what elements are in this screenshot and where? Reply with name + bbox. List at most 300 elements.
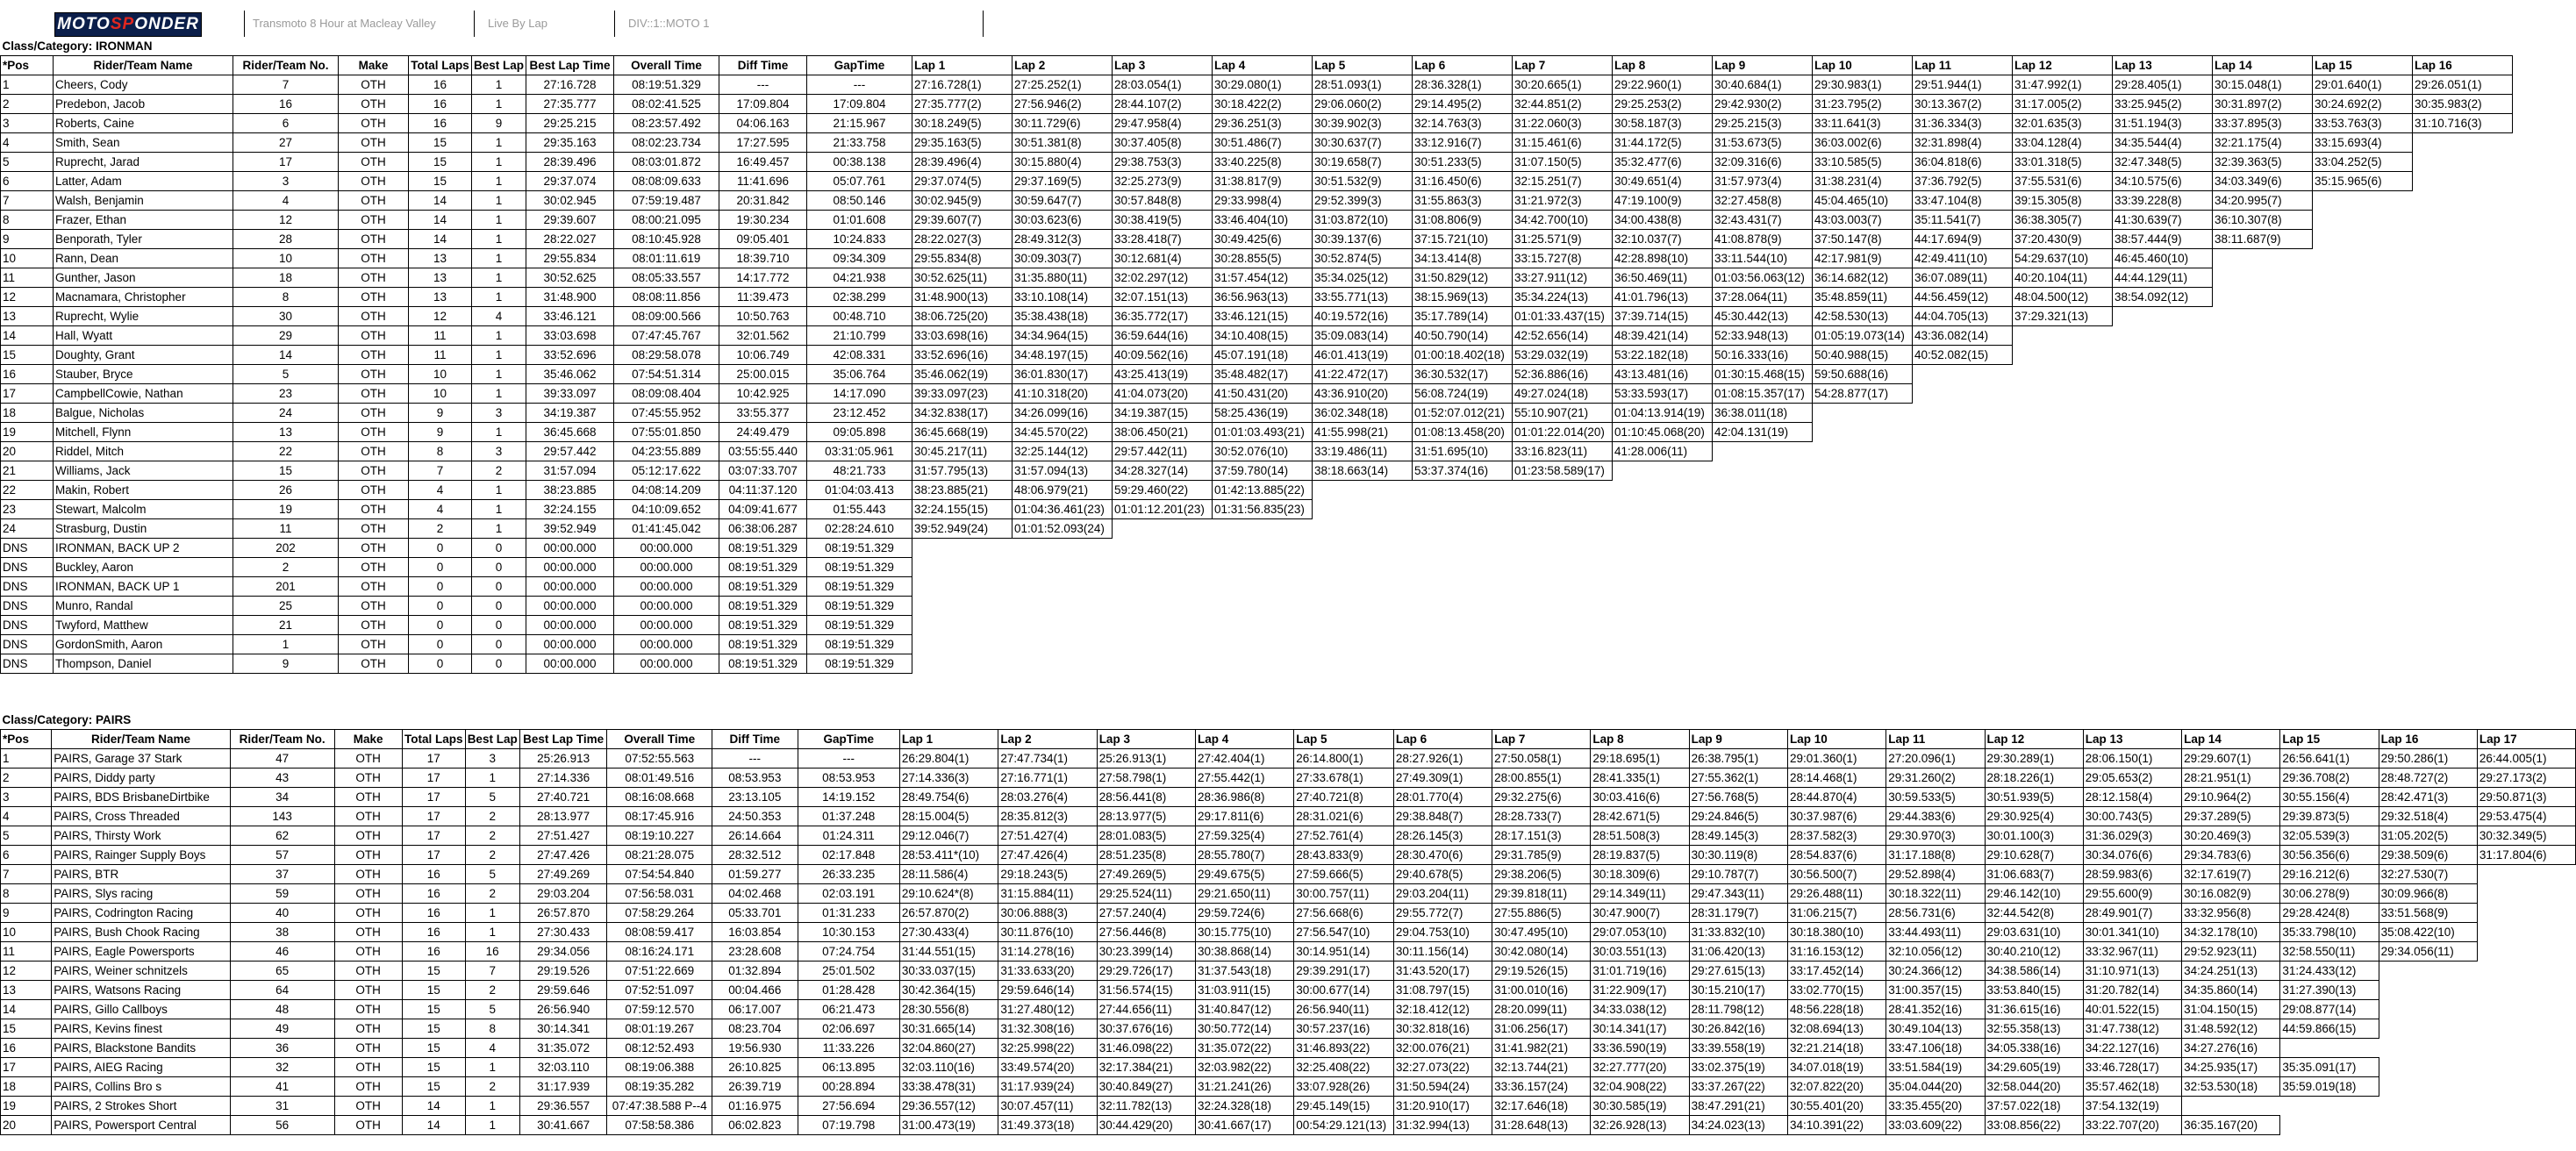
empty-cell bbox=[2013, 558, 2113, 577]
cell-total-laps: 0 bbox=[409, 616, 472, 635]
lap-time-cell: 29:25.253(2) bbox=[1613, 95, 1713, 114]
cell-best-lap-time: 35:46.062 bbox=[526, 365, 614, 384]
lap-time-cell: 33:04.128(4) bbox=[2013, 133, 2113, 153]
cell-total-laps: 15 bbox=[402, 1058, 465, 1077]
cell-gap-time: 35:06.764 bbox=[807, 365, 912, 384]
lap-time-cell: 33:02.375(19) bbox=[1689, 1058, 1787, 1077]
empty-cell bbox=[1913, 481, 2013, 500]
cell-best-lap-time: 27:47.426 bbox=[519, 846, 607, 865]
lap-time-cell: 38:06.725(20) bbox=[912, 307, 1013, 326]
division-label: DIV::1::MOTO 1 bbox=[628, 17, 710, 30]
lap-time-cell: 01:01:22.014(20) bbox=[1513, 423, 1613, 442]
lap-time-cell: 53:22.182(18) bbox=[1613, 346, 1713, 365]
lap-time-cell: 01:31:56.835(23) bbox=[1213, 500, 1313, 519]
empty-cell bbox=[1313, 519, 1413, 539]
cell-diff-time: 08:19:51.329 bbox=[719, 597, 807, 616]
lap-time-cell: 30:37.405(8) bbox=[1113, 133, 1213, 153]
empty-cell bbox=[2477, 1077, 2575, 1097]
lap-time-cell: 33:37.895(3) bbox=[2213, 114, 2313, 133]
lap-time-cell: 01:52:07.012(21) bbox=[1413, 404, 1513, 423]
empty-cell bbox=[1913, 384, 2013, 404]
cell-name: Stauber, Bryce bbox=[54, 365, 233, 384]
cell-name: IRONMAN, BACK UP 2 bbox=[54, 539, 233, 558]
cell-total-laps: 14 bbox=[409, 191, 472, 211]
cell-pos: 17 bbox=[1, 1058, 52, 1077]
cell-pos: 6 bbox=[1, 846, 52, 865]
cell-number: 31 bbox=[230, 1097, 334, 1116]
lap-time-cell: 30:45.217(11) bbox=[912, 442, 1013, 461]
lap-time-cell: 36:10.307(8) bbox=[2213, 211, 2313, 230]
lap-time-cell: 34:32.178(10) bbox=[2182, 923, 2280, 942]
empty-cell bbox=[2280, 1039, 2379, 1058]
empty-cell bbox=[1413, 654, 1513, 674]
cell-pos: 4 bbox=[1, 807, 52, 826]
empty-cell bbox=[1613, 558, 1713, 577]
table-row bbox=[1, 326, 2513, 346]
cell-pos: 1 bbox=[1, 749, 52, 769]
lap-time-cell: 29:49.675(5) bbox=[1195, 865, 1293, 884]
cell-gap-time: 01:04:03.413 bbox=[807, 481, 912, 500]
lap-time-cell: 48:56.228(18) bbox=[1787, 1000, 1885, 1019]
empty-cell bbox=[2313, 365, 2413, 384]
lap-time-cell: 30:52.076(10) bbox=[1213, 442, 1313, 461]
lap-time-cell: 30:42.364(15) bbox=[899, 981, 998, 1000]
empty-cell bbox=[1713, 654, 1813, 674]
lap-time-cell: 26:44.005(1) bbox=[2477, 749, 2575, 769]
cell-diff-time: 08:19:51.329 bbox=[719, 616, 807, 635]
lap-time-cell: 28:31.179(7) bbox=[1689, 904, 1787, 923]
cell-number: 16 bbox=[233, 95, 339, 114]
cell-make: OTH bbox=[339, 191, 409, 211]
cell-diff-time: 08:23.704 bbox=[712, 1019, 798, 1039]
cell-number: 40 bbox=[230, 904, 334, 923]
lap-time-cell: 32:25.144(12) bbox=[1013, 442, 1113, 461]
lap-time-cell: 35:32.477(6) bbox=[1613, 153, 1713, 172]
cell-number: 13 bbox=[233, 423, 339, 442]
lap-time-cell: 31:57.094(13) bbox=[1013, 461, 1113, 481]
lap-time-cell: 30:09.966(8) bbox=[2379, 884, 2477, 904]
cell-number: 21 bbox=[233, 616, 339, 635]
cell-make: OTH bbox=[334, 865, 402, 884]
lap-time-cell: 30:40.684(1) bbox=[1713, 75, 1813, 95]
cell-pos: 14 bbox=[1, 326, 54, 346]
lap-time-cell: 30:42.080(14) bbox=[1492, 942, 1591, 962]
lap-time-cell: 33:46.121(15) bbox=[1213, 307, 1313, 326]
cell-total-laps: 2 bbox=[409, 519, 472, 539]
lap-time-cell: 29:12.046(7) bbox=[899, 826, 998, 846]
cell-best-lap-time: 29:19.526 bbox=[519, 962, 607, 981]
lap-time-cell: 29:17.811(6) bbox=[1195, 807, 1293, 826]
cell-make: OTH bbox=[334, 807, 402, 826]
cell-number: 37 bbox=[230, 865, 334, 884]
cell-total-laps: 14 bbox=[409, 230, 472, 249]
lap-time-cell: 27:55.362(1) bbox=[1689, 769, 1787, 788]
column-header: Total Laps bbox=[402, 730, 465, 749]
lap-time-cell: 32:07.151(13) bbox=[1113, 288, 1213, 307]
table-row bbox=[1, 962, 2576, 981]
lap-time-cell: 29:22.960(1) bbox=[1613, 75, 1713, 95]
empty-cell bbox=[1113, 654, 1213, 674]
lap-time-cell: 37:39.714(15) bbox=[1613, 307, 1713, 326]
cell-number: 201 bbox=[233, 577, 339, 597]
empty-cell bbox=[2379, 962, 2477, 981]
cell-make: OTH bbox=[334, 923, 402, 942]
lap-time-cell: 30:55.156(4) bbox=[2280, 788, 2379, 807]
empty-cell bbox=[1413, 558, 1513, 577]
cell-overall-time: 08:01:49.516 bbox=[607, 769, 712, 788]
cell-overall-time: 08:12:52.493 bbox=[607, 1039, 712, 1058]
lap-time-cell: 28:42.671(5) bbox=[1591, 807, 1689, 826]
table-row bbox=[1, 172, 2513, 191]
lap-time-cell: 40:09.562(16) bbox=[1113, 346, 1213, 365]
cell-overall-time: 08:09:08.404 bbox=[614, 384, 719, 404]
cell-pos: 22 bbox=[1, 481, 54, 500]
lap-time-cell: 31:22.909(17) bbox=[1591, 981, 1689, 1000]
lap-time-cell: 52:36.886(16) bbox=[1513, 365, 1613, 384]
lap-time-cell: 28:11.798(12) bbox=[1689, 1000, 1787, 1019]
lap-header: Lap 3 bbox=[1097, 730, 1195, 749]
table-row bbox=[1, 268, 2513, 288]
empty-cell bbox=[2477, 923, 2575, 942]
cell-gap-time: 01:24.311 bbox=[798, 826, 899, 846]
lap-time-cell: 33:02.770(15) bbox=[1787, 981, 1885, 1000]
lap-time-cell: 34:03.349(6) bbox=[2213, 172, 2313, 191]
table-row bbox=[1, 788, 2576, 807]
lap-time-cell: 30:15.775(10) bbox=[1195, 923, 1293, 942]
cell-total-laps: 0 bbox=[409, 577, 472, 597]
lap-time-cell: 28:56.731(6) bbox=[1886, 904, 1985, 923]
lap-time-cell: 33:35.455(20) bbox=[1886, 1097, 1985, 1116]
empty-cell bbox=[1713, 597, 1813, 616]
lap-time-cell: 34:35.860(14) bbox=[2182, 981, 2280, 1000]
lap-time-cell: 31:17.939(24) bbox=[998, 1077, 1097, 1097]
cell-pos: 9 bbox=[1, 230, 54, 249]
lap-time-cell: 32:04.860(27) bbox=[899, 1039, 998, 1058]
lap-time-cell: 34:00.438(8) bbox=[1613, 211, 1713, 230]
cell-number: 5 bbox=[233, 365, 339, 384]
cell-best-lap: 1 bbox=[472, 249, 526, 268]
empty-cell bbox=[2313, 404, 2413, 423]
table-row bbox=[1, 133, 2513, 153]
cell-best-lap: 2 bbox=[465, 981, 519, 1000]
cell-gap-time: 01:28.428 bbox=[798, 981, 899, 1000]
lap-time-cell: 31:20.782(14) bbox=[2083, 981, 2181, 1000]
table-row bbox=[1, 884, 2576, 904]
lap-time-cell: 33:51.584(19) bbox=[1886, 1058, 1985, 1077]
lap-time-cell: 30:19.658(7) bbox=[1313, 153, 1413, 172]
cell-overall-time: 00:00.000 bbox=[614, 539, 719, 558]
lap-time-cell: 30:35.983(2) bbox=[2413, 95, 2513, 114]
cell-best-lap: 1 bbox=[472, 230, 526, 249]
lap-time-cell: 34:27.276(16) bbox=[2182, 1039, 2280, 1058]
lap-time-cell: 28:41.352(16) bbox=[1886, 1000, 1985, 1019]
empty-cell bbox=[1813, 616, 1913, 635]
lap-time-cell: 33:49.574(20) bbox=[998, 1058, 1097, 1077]
lap-time-cell: 31:51.194(3) bbox=[2113, 114, 2213, 133]
cell-overall-time: 07:51:22.669 bbox=[607, 962, 712, 981]
empty-cell bbox=[2113, 577, 2213, 597]
cell-total-laps: 7 bbox=[409, 461, 472, 481]
lap-time-cell: 32:00.076(21) bbox=[1393, 1039, 1492, 1058]
empty-cell bbox=[1113, 519, 1213, 539]
lap-time-cell: 43:03.003(7) bbox=[1813, 211, 1913, 230]
lap-time-cell: 28:14.468(1) bbox=[1787, 769, 1885, 788]
cell-best-lap: 2 bbox=[465, 1077, 519, 1097]
lap-time-cell: 36:38.011(18) bbox=[1713, 404, 1813, 423]
lap-time-cell: 28:20.099(11) bbox=[1492, 1000, 1591, 1019]
cell-gap-time: 05:07.761 bbox=[807, 172, 912, 191]
lap-time-cell: 48:39.421(14) bbox=[1613, 326, 1713, 346]
cell-gap-time: 02:28:24.610 bbox=[807, 519, 912, 539]
cell-make: OTH bbox=[339, 539, 409, 558]
column-header: Diff Time bbox=[719, 56, 807, 75]
lap-time-cell: 32:01.635(3) bbox=[2013, 114, 2113, 133]
cell-make: OTH bbox=[339, 500, 409, 519]
lap-time-cell: 30:20.469(3) bbox=[2182, 826, 2280, 846]
cell-pos: 1 bbox=[1, 75, 54, 95]
lap-time-cell: 29:38.509(6) bbox=[2379, 846, 2477, 865]
lap-time-cell: 30:49.651(4) bbox=[1613, 172, 1713, 191]
table-row bbox=[1, 597, 2513, 616]
lap-time-cell: 32:05.539(3) bbox=[2280, 826, 2379, 846]
cell-overall-time: 07:52:51.097 bbox=[607, 981, 712, 1000]
empty-cell bbox=[2213, 558, 2313, 577]
empty-cell bbox=[1813, 635, 1913, 654]
table-row bbox=[1, 461, 2513, 481]
lap-time-cell: 30:15.048(1) bbox=[2213, 75, 2313, 95]
lap-time-cell: 30:01.100(3) bbox=[1985, 826, 2083, 846]
lap-time-cell: 33:39.228(8) bbox=[2113, 191, 2213, 211]
lap-header: Lap 13 bbox=[2083, 730, 2181, 749]
lap-time-cell: 29:04.753(10) bbox=[1393, 923, 1492, 942]
empty-cell bbox=[1613, 597, 1713, 616]
lap-time-cell: 31:00.473(19) bbox=[899, 1116, 998, 1135]
lap-time-cell: 41:04.073(20) bbox=[1113, 384, 1213, 404]
cell-diff-time: 32:01.562 bbox=[719, 326, 807, 346]
lap-time-cell: 31:44.551(15) bbox=[899, 942, 998, 962]
cell-gap-time: 08:19:51.329 bbox=[807, 597, 912, 616]
column-header-row bbox=[1, 730, 2576, 749]
lap-time-cell: 40:19.572(16) bbox=[1313, 307, 1413, 326]
lap-time-cell: 27:56.768(5) bbox=[1689, 788, 1787, 807]
empty-cell bbox=[2313, 539, 2413, 558]
lap-time-cell: 30:18.322(11) bbox=[1886, 884, 1985, 904]
lap-time-cell: 31:47.738(12) bbox=[2083, 1019, 2181, 1039]
lap-time-cell: 41:50.431(20) bbox=[1213, 384, 1313, 404]
lap-time-cell: 36:04.818(6) bbox=[1913, 153, 2013, 172]
lap-time-cell: 50:40.988(15) bbox=[1813, 346, 1913, 365]
cell-best-lap: 8 bbox=[465, 1019, 519, 1039]
table-row bbox=[1, 249, 2513, 268]
lap-time-cell: 35:04.044(20) bbox=[1886, 1077, 1985, 1097]
empty-cell bbox=[2477, 942, 2575, 962]
cell-pos: 18 bbox=[1, 1077, 52, 1097]
lap-time-cell: 30:31.665(14) bbox=[899, 1019, 998, 1039]
lap-time-cell: 27:47.426(4) bbox=[998, 846, 1097, 865]
empty-cell bbox=[2313, 211, 2413, 230]
cell-total-laps: 9 bbox=[409, 423, 472, 442]
table-row bbox=[1, 191, 2513, 211]
lap-time-cell: 34:22.127(16) bbox=[2083, 1039, 2181, 1058]
cell-diff-time: 24:50.353 bbox=[712, 807, 798, 826]
table-row bbox=[1, 826, 2576, 846]
lap-time-cell: 01:01:12.201(23) bbox=[1113, 500, 1213, 519]
cell-number: 6 bbox=[233, 114, 339, 133]
lap-time-cell: 32:24.155(15) bbox=[912, 500, 1013, 519]
lap-time-cell: 29:34.783(6) bbox=[2182, 846, 2280, 865]
cell-pos: 2 bbox=[1, 769, 52, 788]
lap-time-cell: 35:08.422(10) bbox=[2379, 923, 2477, 942]
cell-name: PAIRS, Thirsty Work bbox=[52, 826, 230, 846]
lap-time-cell: 35:46.062(19) bbox=[912, 365, 1013, 384]
lap-time-cell: 31:05.202(5) bbox=[2379, 826, 2477, 846]
empty-cell bbox=[1313, 500, 1413, 519]
cell-make: OTH bbox=[339, 114, 409, 133]
cell-number: 65 bbox=[230, 962, 334, 981]
empty-cell bbox=[2413, 211, 2513, 230]
lap-time-cell: 31:03.872(10) bbox=[1313, 211, 1413, 230]
lap-time-cell: 30:20.665(1) bbox=[1513, 75, 1613, 95]
lap-time-cell: 30:52.874(5) bbox=[1313, 249, 1413, 268]
empty-cell bbox=[2213, 326, 2313, 346]
table-row bbox=[1, 442, 2513, 461]
cell-gap-time: 01:37.248 bbox=[798, 807, 899, 826]
lap-time-cell: 01:04:13.914(19) bbox=[1613, 404, 1713, 423]
cell-overall-time: 07:45:55.952 bbox=[614, 404, 719, 423]
empty-cell bbox=[2313, 230, 2413, 249]
lap-time-cell: 29:29.607(1) bbox=[2182, 749, 2280, 769]
cell-total-laps: 17 bbox=[402, 749, 465, 769]
empty-cell bbox=[1113, 635, 1213, 654]
column-header-row bbox=[1, 56, 2513, 75]
lap-time-cell: 33:36.157(24) bbox=[1492, 1077, 1591, 1097]
lap-time-cell: 29:28.405(1) bbox=[2113, 75, 2213, 95]
cell-best-lap-time: 30:14.341 bbox=[519, 1019, 607, 1039]
lap-time-cell: 42:49.411(10) bbox=[1913, 249, 2013, 268]
empty-cell bbox=[2213, 384, 2313, 404]
empty-cell bbox=[1113, 539, 1213, 558]
lap-time-cell: 28:42.471(3) bbox=[2379, 788, 2477, 807]
cell-gap-time: 26:33.235 bbox=[798, 865, 899, 884]
cell-total-laps: 13 bbox=[409, 249, 472, 268]
lap-time-cell: 29:55.834(8) bbox=[912, 249, 1013, 268]
cell-overall-time: 00:00.000 bbox=[614, 654, 719, 674]
cell-diff-time: 06:38:06.287 bbox=[719, 519, 807, 539]
cell-pos: 12 bbox=[1, 962, 52, 981]
empty-cell bbox=[1413, 481, 1513, 500]
lap-time-cell: 32:55.358(13) bbox=[1985, 1019, 2083, 1039]
lap-time-cell: 37:29.321(13) bbox=[2013, 307, 2113, 326]
lap-time-cell: 29:35.163(5) bbox=[912, 133, 1013, 153]
cell-gap-time: 21:33.758 bbox=[807, 133, 912, 153]
cell-name: Latter, Adam bbox=[54, 172, 233, 191]
empty-cell bbox=[2477, 981, 2575, 1000]
cell-name: CampbellCowie, Nathan bbox=[54, 384, 233, 404]
cell-best-lap: 0 bbox=[472, 539, 526, 558]
cell-best-lap-time: 30:52.625 bbox=[526, 268, 614, 288]
empty-cell bbox=[1813, 404, 1913, 423]
lap-time-cell: 30:00.677(14) bbox=[1294, 981, 1394, 1000]
cell-best-lap-time: 25:26.913 bbox=[519, 749, 607, 769]
cell-pos: 13 bbox=[1, 981, 52, 1000]
cell-best-lap: 16 bbox=[465, 942, 519, 962]
column-header: Best Lap Time bbox=[519, 730, 607, 749]
cell-make: OTH bbox=[334, 749, 402, 769]
lap-time-cell: 30:37.987(6) bbox=[1787, 807, 1885, 826]
lap-time-cell: 28:01.770(4) bbox=[1393, 788, 1492, 807]
lap-time-cell: 32:07.822(20) bbox=[1787, 1077, 1885, 1097]
cell-gap-time: 08:53.953 bbox=[798, 769, 899, 788]
cell-overall-time: 07:56:58.031 bbox=[607, 884, 712, 904]
cell-diff-time: 16:49.457 bbox=[719, 153, 807, 172]
lap-time-cell: 30:56.500(7) bbox=[1787, 865, 1885, 884]
lap-time-cell: 27:55.886(5) bbox=[1492, 904, 1591, 923]
cell-make: OTH bbox=[339, 249, 409, 268]
cell-gap-time: 08:19:51.329 bbox=[807, 558, 912, 577]
cell-number: 18 bbox=[233, 268, 339, 288]
column-header: Rider/Team No. bbox=[233, 56, 339, 75]
cell-best-lap: 3 bbox=[472, 404, 526, 423]
empty-cell bbox=[1813, 577, 1913, 597]
empty-cell bbox=[2477, 904, 2575, 923]
lap-time-cell: 31:24.433(12) bbox=[2280, 962, 2379, 981]
cell-pos: 19 bbox=[1, 1097, 52, 1116]
cell-overall-time: 04:08:14.209 bbox=[614, 481, 719, 500]
lap-time-cell: 38:11.687(9) bbox=[2213, 230, 2313, 249]
cell-overall-time: 05:12:17.622 bbox=[614, 461, 719, 481]
lap-time-cell: 38:18.663(14) bbox=[1313, 461, 1413, 481]
lap-time-cell: 41:08.878(9) bbox=[1713, 230, 1813, 249]
cell-make: OTH bbox=[339, 654, 409, 674]
lap-time-cell: 40:50.790(14) bbox=[1413, 326, 1513, 346]
table-row bbox=[1, 577, 2513, 597]
table-row bbox=[1, 307, 2513, 326]
cell-gap-time: 17:09.804 bbox=[807, 95, 912, 114]
lap-time-cell: 36:01.830(17) bbox=[1013, 365, 1113, 384]
empty-cell bbox=[1013, 597, 1113, 616]
cell-gap-time: 21:15.967 bbox=[807, 114, 912, 133]
cell-make: OTH bbox=[339, 481, 409, 500]
lap-time-cell: 30:00.757(11) bbox=[1294, 884, 1394, 904]
cell-diff-time: 05:33.701 bbox=[712, 904, 798, 923]
lap-time-cell: 39:33.097(23) bbox=[912, 384, 1013, 404]
empty-cell bbox=[1513, 597, 1613, 616]
cell-overall-time: 08:01:11.619 bbox=[614, 249, 719, 268]
empty-cell bbox=[2213, 539, 2313, 558]
cell-number: 36 bbox=[230, 1039, 334, 1058]
lap-time-cell: 27:51.427(4) bbox=[998, 826, 1097, 846]
lap-time-cell: 39:15.305(8) bbox=[2013, 191, 2113, 211]
lap-time-cell: 31:27.390(13) bbox=[2280, 981, 2379, 1000]
empty-cell bbox=[1713, 442, 1813, 461]
empty-cell bbox=[2213, 635, 2313, 654]
empty-cell bbox=[2213, 481, 2313, 500]
cell-best-lap: 1 bbox=[472, 95, 526, 114]
cell-total-laps: 15 bbox=[402, 1019, 465, 1039]
lap-header: Lap 4 bbox=[1213, 56, 1313, 75]
cell-make: OTH bbox=[339, 635, 409, 654]
empty-cell bbox=[1013, 635, 1113, 654]
empty-cell bbox=[2013, 442, 2113, 461]
empty-cell bbox=[1613, 500, 1713, 519]
lap-time-cell: 29:16.212(6) bbox=[2280, 865, 2379, 884]
lap-time-cell: 31:36.334(3) bbox=[1913, 114, 2013, 133]
cell-overall-time: 08:23:57.492 bbox=[614, 114, 719, 133]
column-header: Overall Time bbox=[607, 730, 712, 749]
lap-time-cell: 29:59.724(6) bbox=[1195, 904, 1293, 923]
cell-name: Ruprecht, Jarad bbox=[54, 153, 233, 172]
empty-cell bbox=[2113, 539, 2213, 558]
